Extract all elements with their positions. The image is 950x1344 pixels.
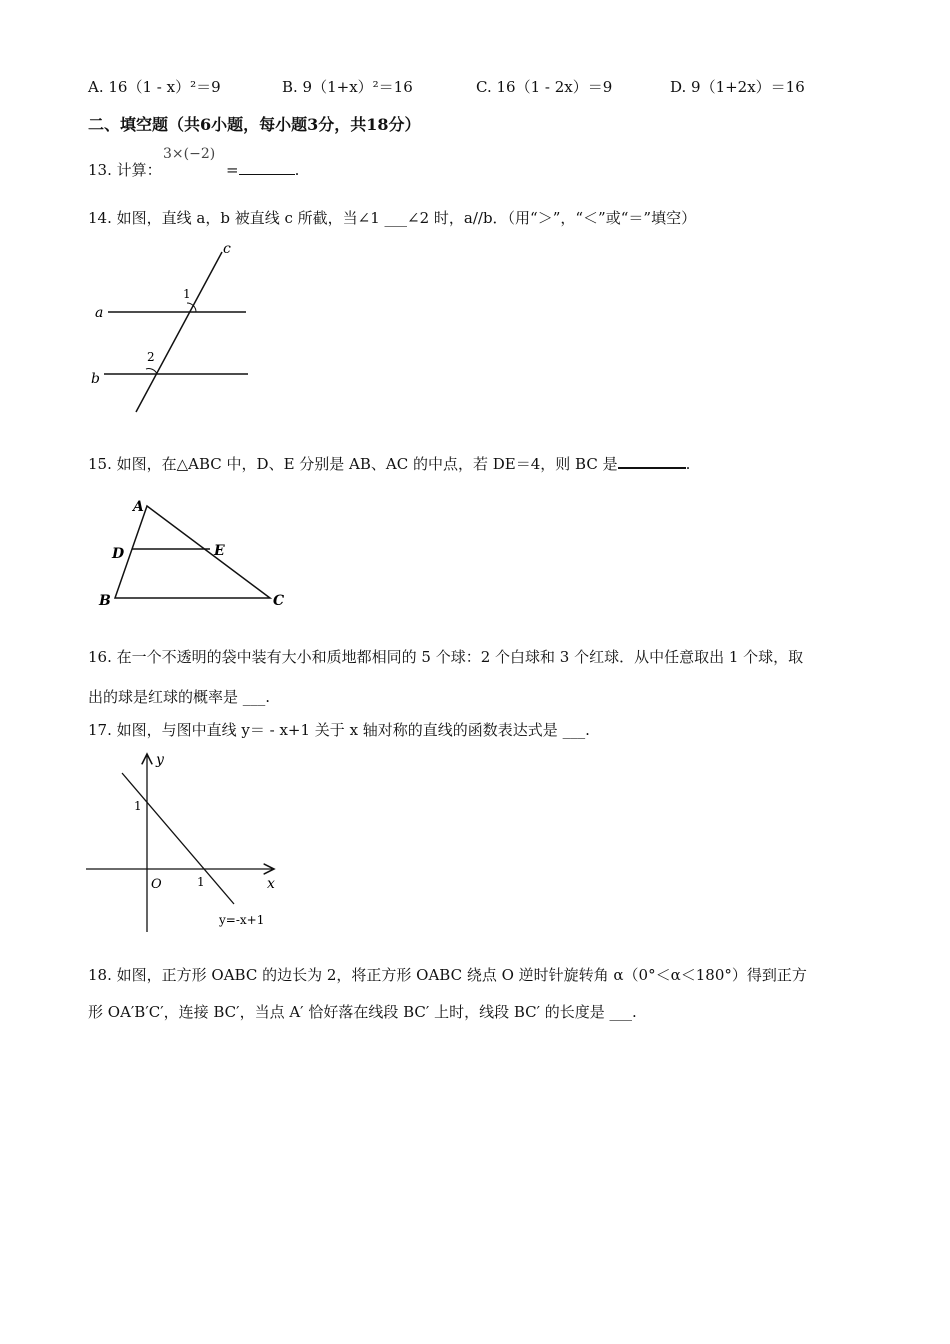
question-15 <box>88 453 690 474</box>
fig17-y-one: 1 <box>134 799 142 813</box>
fig15-C: C <box>273 593 285 609</box>
fig17-y-label: y <box>156 752 164 768</box>
option-a: A. 16（1 - x）²＝9 <box>88 78 221 96</box>
fig15-A: A <box>133 499 144 515</box>
question-18-line-2: 形 OA′B′C′，连接 BC′，当点 A′ 恰好落在线段 BC′ 上时，线段 BC′ 的长度是 ___. <box>88 1003 637 1021</box>
q15-blank[interactable] <box>618 453 686 469</box>
question-16-line-1: 16. 在一个不透明的袋中装有大小和质地都相同的 5 个球：2 个白球和 3 个红球．从中任意取出 1 个球，取 <box>88 648 804 666</box>
q15-text: 15. 如图，在△ABC 中，D、E 分别是 AB、AC 的中点，若 DE＝4，则 BC 是 <box>88 455 618 473</box>
figure-17 <box>84 748 284 938</box>
fig14-label-b: b <box>91 371 100 387</box>
fig14-label-c: c <box>223 241 231 257</box>
fig14-angle-1: 1 <box>183 287 191 301</box>
option-b: B. 9（1+x）²＝16 <box>282 78 413 96</box>
section-title: 二、填空题（共6小题，每小题3分，共18分） <box>88 115 421 134</box>
q13-equals: = <box>226 161 239 179</box>
q13-fraction: 3×(−2) <box>163 146 216 162</box>
option-d: D. 9（1+2x）＝16 <box>670 78 805 96</box>
fig17-x-one: 1 <box>197 875 205 889</box>
figure-15 <box>92 494 302 616</box>
fig15-E: E <box>214 543 225 559</box>
q13-answer <box>226 160 299 179</box>
question-13 <box>88 160 162 180</box>
question-17: 17. 如图，与图中直线 y＝ - x+1 关于 x 轴对称的直线的函数表达式是 ___. <box>88 721 590 739</box>
q13-end: . <box>294 161 300 179</box>
question-14: 14. 如图，直线 a，b 被直线 c 所截，当∠1 ___∠2 时，a//b．（用“＞”，“＜”或“＝”填空） <box>88 209 697 227</box>
fig17-line-label: y=-x+1 <box>219 913 265 927</box>
fig17-x-label: x <box>267 876 275 892</box>
fig15-B: B <box>99 593 111 609</box>
fig15-D: D <box>112 546 125 562</box>
q15-end: . <box>685 455 691 473</box>
option-c: C. 16（1 - 2x）＝9 <box>476 78 613 96</box>
fig17-origin: O <box>151 877 162 892</box>
figure-14 <box>86 240 266 420</box>
fig14-angle-2: 2 <box>147 350 155 364</box>
q13-prefix: 13. 计算： <box>88 161 162 179</box>
q13-blank[interactable] <box>239 160 295 175</box>
fig14-label-a: a <box>95 305 104 321</box>
question-16-line-2: 出的球是红球的概率是 ___. <box>88 688 271 706</box>
question-18-line-1: 18. 如图，正方形 OABC 的边长为 2，将正方形 OABC 绕点 O 逆时针旋转角 α（0°＜α＜180°）得到正方 <box>88 966 807 984</box>
